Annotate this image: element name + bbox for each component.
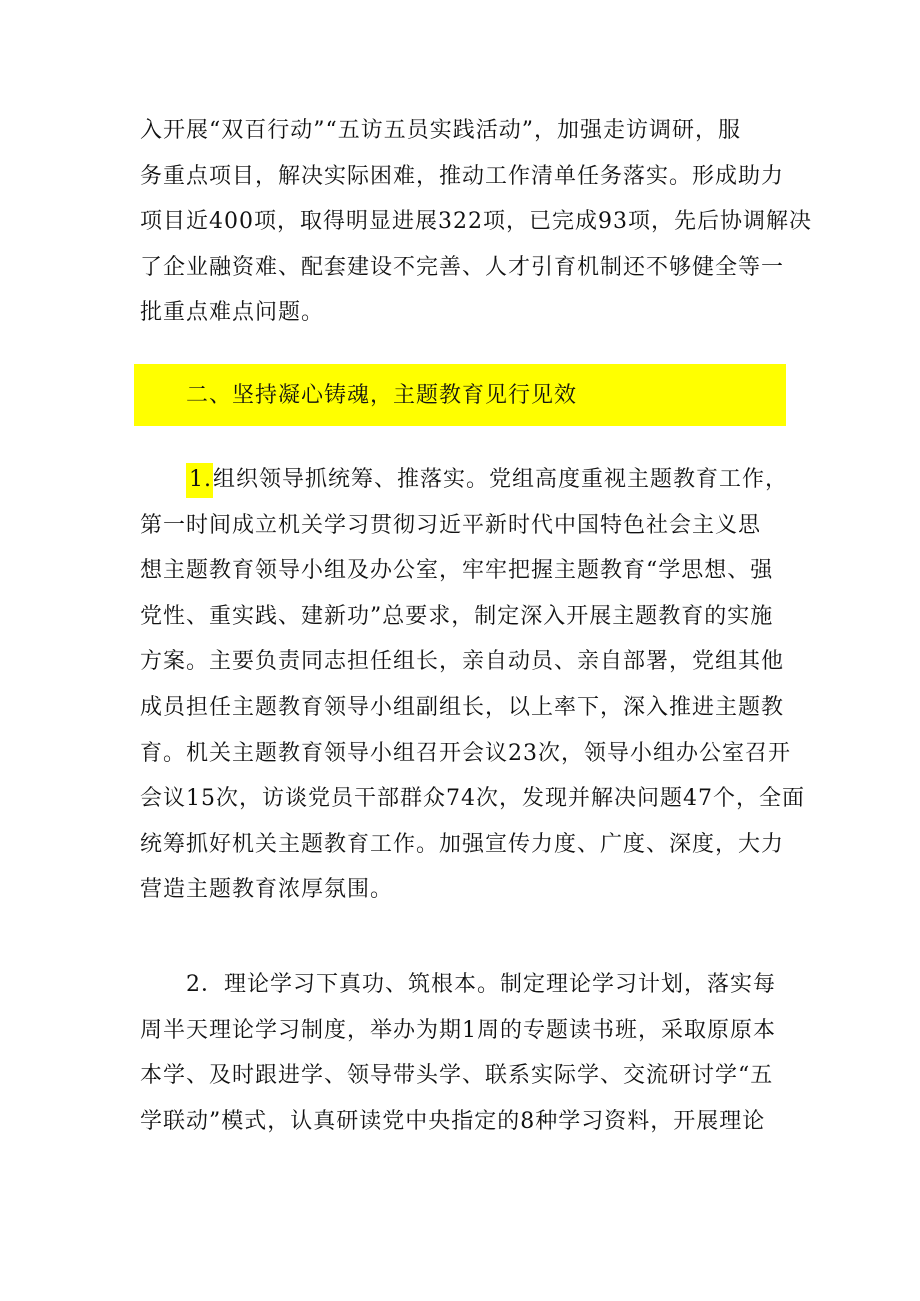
text-line-first [140,457,790,503]
highlighted-number: 1. [186,463,213,498]
text-line: 项目近400项，取得明显进展322项，已完成93项，先后协调解决 [140,209,812,235]
text-line: 第一时间成立机关学习贯彻习近平新时代中国特色社会主义思 [140,512,762,538]
text-line-first: 2．理论学习下真功、筑根本。制定理论学习计划，落实每 [186,972,776,997]
text-line: 入开展“双百行动”“五访五员实践活动”，加强走访调研，服 [140,118,741,143]
text-line-rest: 组织领导抓统筹、推落实。党组高度重视主题教育工作， [213,467,789,492]
paragraph-theory-study [140,962,790,1144]
text-line: 成员担任主题教育领导小组副组长，以上率下，深入推进主题教 [140,694,785,720]
text-line: 方案。主要负责同志担任组长，亲自动员、亲自部署，党组其他 [140,649,785,675]
text-line: 批重点难点问题。 [140,300,325,326]
text-line: 务重点项目，解决实际困难，推动工作清单任务落实。形成助力 [140,163,785,189]
text-line: 统筹抓好机关主题教育工作。加强宣传力度、广度、深度，大力 [140,831,785,857]
text-line: 学联动”模式，认真研读党中央指定的8种学习资料，开展理论 [140,1108,766,1134]
text-line: 本学、及时跟进学、领导带头学、联系实际学、交流研讨学“五 [140,1063,774,1089]
section-heading: 二、坚持凝心铸魂，主题教育见行见效 [186,383,578,408]
paragraph-continuation [140,108,812,336]
paragraph-organization [140,457,805,913]
text-line: 了企业融资难、配套建设不完善、人才引育机制还不够健全等一 [140,254,785,280]
text-line: 想主题教育领导小组及办公室，牢牢把握主题教育“学思想、强 [140,558,774,584]
text-line: 党性、重实践、建新功”总要求，制定深入开展主题教育的实施 [140,603,774,629]
text-line: 育。机关主题教育领导小组召开会议23次，领导小组办公室召开 [140,740,791,766]
text-line: 周半天理论学习制度，举办为期1周的专题读书班，采取原原本 [140,1017,776,1043]
text-line: 营造主题教育浓厚氛围。 [140,877,394,903]
text-line: 会议15次，访谈党员干部群众74次，发现并解决问题47个，全面 [140,786,805,812]
